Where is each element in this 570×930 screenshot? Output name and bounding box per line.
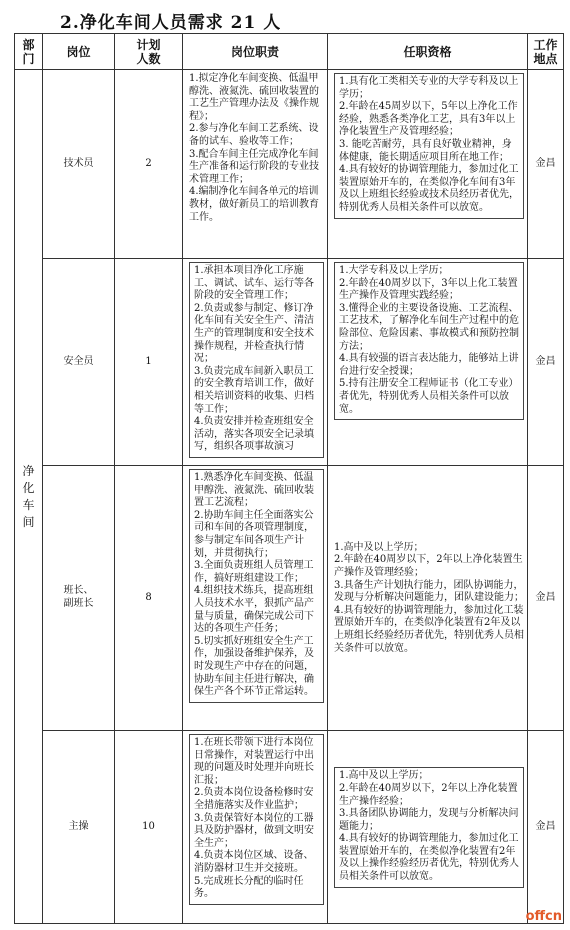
qualification-item: 2.年龄在40周岁以下，2年以上净化装置生产操作经验；: [339, 782, 518, 807]
location-cell: 金昌: [528, 466, 564, 731]
location-cell: 金昌: [528, 259, 564, 466]
table-row: [15, 70, 564, 259]
duty-item: 3.负责保管好本岗位的工器具及防护器材，做到文明安全生产；: [194, 812, 314, 849]
qualification-item: 2.年龄在45周岁以下，5年以上净化工作经验，熟悉各类净化工艺，具有3年以上净化装置生产及管理经验；: [339, 101, 518, 138]
count-cell: 1: [115, 259, 183, 466]
duty-item: 1.拟定净化车间变换、低温甲醇洗、液氮洗、硫回收装置的工艺生产管理办法及《操作规程》；: [189, 73, 319, 122]
header-position: 岗位: [43, 34, 115, 70]
qualifications-box: [334, 262, 524, 420]
duties-box: [189, 469, 324, 703]
qualification-item: 2.年龄在40周岁以下，2年以上净化装置生产操作及管理经验；: [334, 554, 523, 579]
qualification-item: 3.具备团队协调能力，发现与分析解决问题能力；: [339, 808, 519, 832]
count-cell: 8: [115, 466, 183, 731]
qualifications-cell: [328, 259, 528, 466]
duty-item: 5.切实抓好班组安全生产工作，加强设备维护保养，及时发现生产中存在的问题，协助车间主任进行解决，确保生产各个环节正常运转。: [194, 635, 314, 698]
position-cell: 安全员: [43, 259, 115, 466]
table-header-row: [15, 34, 564, 70]
qualifications-cell: [328, 70, 528, 259]
staffing-table: [14, 33, 564, 924]
duty-item: 1.在班长带领下进行本岗位日常操作，对装置运行中出现的问题及时处理并向班长汇报；: [194, 737, 314, 786]
qualification-item: 2.年龄在40周岁以下，3年以上化工装置生产操作及管理实践经验；: [339, 277, 518, 302]
qualifications-cell: [328, 466, 528, 731]
qualifications-box: [334, 767, 524, 887]
duty-item: 4.负责本岗位区域、设备、消防器材卫生并交接班。: [194, 850, 314, 874]
department-cell: 净 化 车 间: [15, 70, 43, 924]
duty-item: 4.负责安排并检查班组安全活动，落实各项安全记录填写，组织各项事故演习: [194, 416, 314, 453]
location-cell: 金昌: [528, 70, 564, 259]
watermark-logo: offcn: [525, 909, 562, 924]
qualification-item: 3.懂得企业的主要设备设施、工艺流程、工艺技术，了解净化车间生产过程中的危险部位、危险因素、事故模式和预防控制方法；: [339, 302, 519, 352]
header-duties: 岗位职责: [183, 34, 328, 70]
location-cell: 金昌: [528, 731, 564, 924]
header-location: 工作 地点: [528, 34, 564, 70]
duty-item: 3.全面负责班组人员管理工作，搞好班组建设工作；: [194, 560, 314, 584]
qualification-item: 1.大学专科及以上学历；: [339, 265, 449, 276]
qualification-item: 1.高中及以上学历；: [339, 770, 429, 782]
duties-cell: [183, 466, 328, 731]
qualifications-box: [334, 73, 524, 219]
qualification-item: 5.持有注册安全工程师证书（化工专业）者优先，特别优秀人员相关条件可以放宽。: [339, 378, 519, 415]
duty-item: 2.参与净化车间工艺系统、设备的试车、验收等工作；: [189, 123, 319, 147]
duties-cell: [183, 731, 328, 924]
duty-item: 4.编制净化车间各单元的培训教材，做好新员工的培训教育工作。: [189, 186, 319, 223]
duties-box: [189, 262, 324, 458]
duty-item: 2.负责本岗位设备检修时安全措施落实及作业监护；: [194, 787, 314, 811]
header-dept: 部 门: [15, 34, 43, 70]
duty-item: 2.负责或参与制定、修订净化车间有关安全生产、清洁生产的管理制度和安全技术操作规程，并检查执行情况；: [194, 302, 314, 365]
duty-item: 2.协助车间主任全面落实公司和车间的各项管理制度，参与制定车间各项生产计划，并贯彻执行；: [194, 509, 314, 559]
table-row: [15, 466, 564, 731]
duty-item: 5.完成班长分配的临时任务。: [194, 875, 304, 900]
duties-cell: [183, 70, 328, 259]
qualification-item: 3.具备生产计划执行能力，团队协调能力，发现与分析解决问题能力，团队建设能力；: [334, 579, 524, 604]
duty-item: 1.熟悉净化车间变换、低温甲醇洗、液氮洗、硫回收装置工艺流程；: [194, 472, 314, 509]
header-qualifications: 任职资格: [328, 34, 528, 70]
header-count: 计划 人数: [115, 34, 183, 70]
duties-box: [189, 734, 324, 905]
duty-item: 3.负责完成车间新入职员工的安全教育培训工作，做好相关培训资料的收集、归档等工作；: [194, 365, 314, 415]
qualification-item: 4.具有较强的语言表达能力，能够站上讲台进行安全授课；: [339, 353, 519, 377]
qualification-item: 4.具有较好的协调管理能力，参加过化工装置原始开车的，在类似净化装置有2年及以上班组长经验经历者优先，特别优秀人员相关条件可以放宽。: [334, 604, 524, 654]
duties-cell: [183, 259, 328, 466]
duty-item: 3.配合车间主任完成净化车间生产准备和运行阶段的专业技术管理工作；: [189, 148, 319, 185]
qualifications-cell: [328, 731, 528, 924]
qualification-item: 3. 能吃苦耐劳，具有良好敬业精神，身体健康，能长期适应项目所在地工作；: [339, 138, 512, 163]
qualification-item: 4.具有较好的协调管理能力，参加过化工装置原始开车的，在类似净化车间有3年及以上班组长经验或技术员经历者优先，特别优秀人员相关条件可以放宽。: [339, 164, 519, 213]
qualification-item: 1.高中及以上学历；: [334, 541, 424, 553]
qualification-item: 4.具有较好的协调管理能力，参加过化工装置原始开车的，在类似净化装置有2年及以上操作经验经历者优先，特别优秀人员相关条件可以放宽。: [339, 833, 519, 883]
duty-item: 1.承担本项目净化工序施工、调试、试车、运行等各阶段的安全管理工作；: [194, 265, 314, 302]
position-cell: 技术员: [43, 70, 115, 259]
table-row: [15, 259, 564, 466]
count-cell: 10: [115, 731, 183, 924]
duty-item: 4.组织技术练兵，提高班组人员技术水平，狠抓产品产量与质量，确保完成公司下达的各项生产任务；: [194, 585, 314, 635]
count-cell: 2: [115, 70, 183, 259]
table-row: [15, 731, 564, 924]
qualification-item: 1.具有化工类相关专业的大学专科及以上学历；: [339, 76, 519, 100]
position-cell: 主操: [43, 731, 115, 924]
position-cell: 班长、 副班长: [43, 466, 115, 731]
page-title: 2.净化车间人员需求 21 人: [60, 13, 282, 33]
